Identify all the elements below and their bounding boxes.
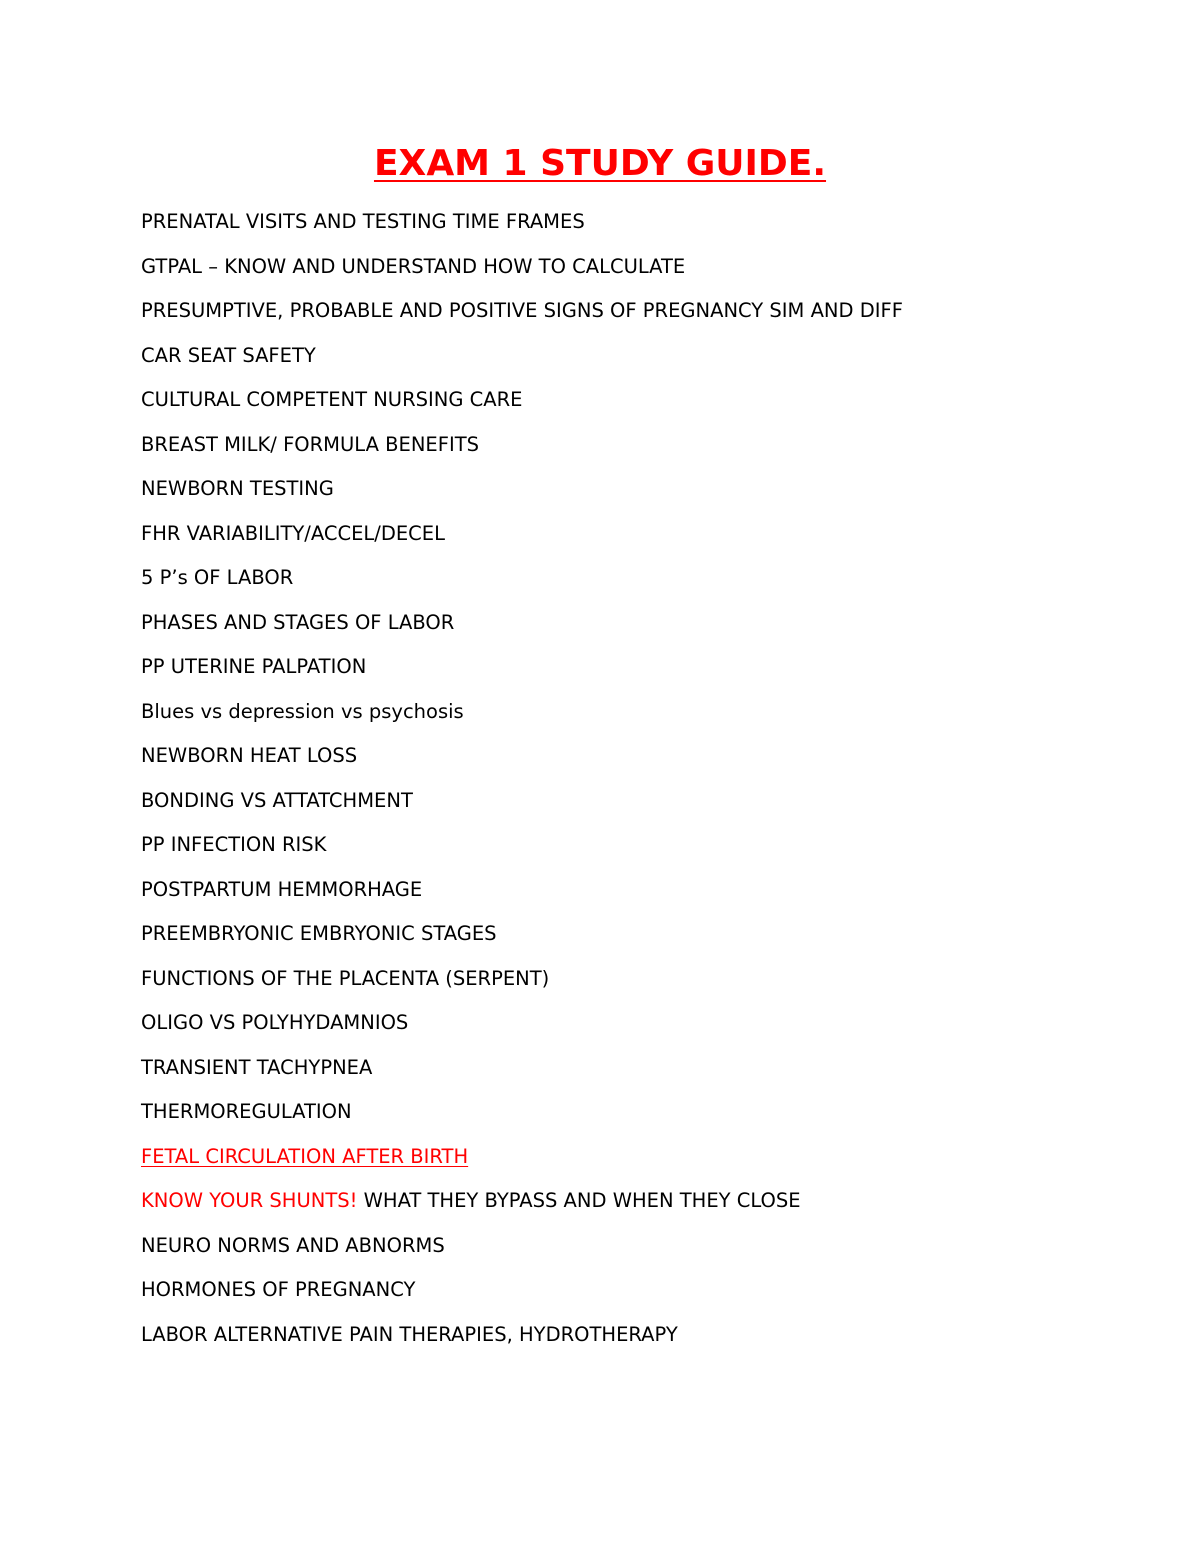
list-item: OLIGO VS POLYHYDAMNIOS [141,1011,409,1034]
list-item: NEWBORN HEAT LOSS [141,744,358,767]
list-item: TRANSIENT TACHYPNEA [141,1055,373,1079]
list-item: PP INFECTION RISK [141,833,327,856]
list-item: POSTPARTUM HEMMORHAGE [141,877,423,901]
list-item: 5 P’s OF LABOR [141,566,294,589]
list-item: CAR SEAT SAFETY [141,343,316,367]
list-item: Blues vs depression vs psychosis [141,699,464,723]
list-item: BREAST MILK/ FORMULA BENEFITS [141,432,479,456]
shunts-rest-text: WHAT THEY BYPASS AND WHEN THEY CLOSE [357,1189,801,1212]
list-item: HORMONES OF PREGNANCY [141,1278,416,1301]
list-item: LABOR ALTERNATIVE PAIN THERAPIES, HYDROTHERAPY [141,1322,678,1346]
list-item: BONDING VS ATTATCHMENT [141,788,413,812]
list-item-fetal-circulation [141,1141,1141,1186]
list-item: PRENATAL VISITS AND TESTING TIME FRAMES [141,210,585,233]
list-item: PP UTERINE PALPATION [141,655,367,678]
shunts-highlight-text: KNOW YOUR SHUNTS! [141,1189,358,1212]
list-item: GTPAL – KNOW AND UNDERSTAND HOW TO CALCULATE [141,254,686,278]
page-title: EXAM 1 STUDY GUIDE. [373,143,827,184]
list-item: PREEMBRYONIC EMBRYONIC STAGES [141,922,497,945]
fetal-circulation-text: FETAL CIRCULATION AFTER BIRTH [141,1144,469,1168]
list-item: CULTURAL COMPETENT NURSING CARE [141,388,523,411]
list-item: PRESUMPTIVE, PROBABLE AND POSITIVE SIGNS OF PREGNANCY SIM AND DIFF [141,299,903,322]
list-item: THERMOREGULATION [141,1100,352,1123]
list-item-shunts [141,1185,1141,1230]
list-item: FUNCTIONS OF THE PLACENTA (SERPENT) [141,966,550,990]
list-item: NEWBORN TESTING [141,477,334,500]
list-item: PHASES AND STAGES OF LABOR [141,610,455,634]
list-item: FHR VARIABILITY/ACCEL/DECEL [141,521,445,545]
list-item: NEURO NORMS AND ABNORMS [141,1233,445,1257]
study-topic-list [141,206,1141,1363]
